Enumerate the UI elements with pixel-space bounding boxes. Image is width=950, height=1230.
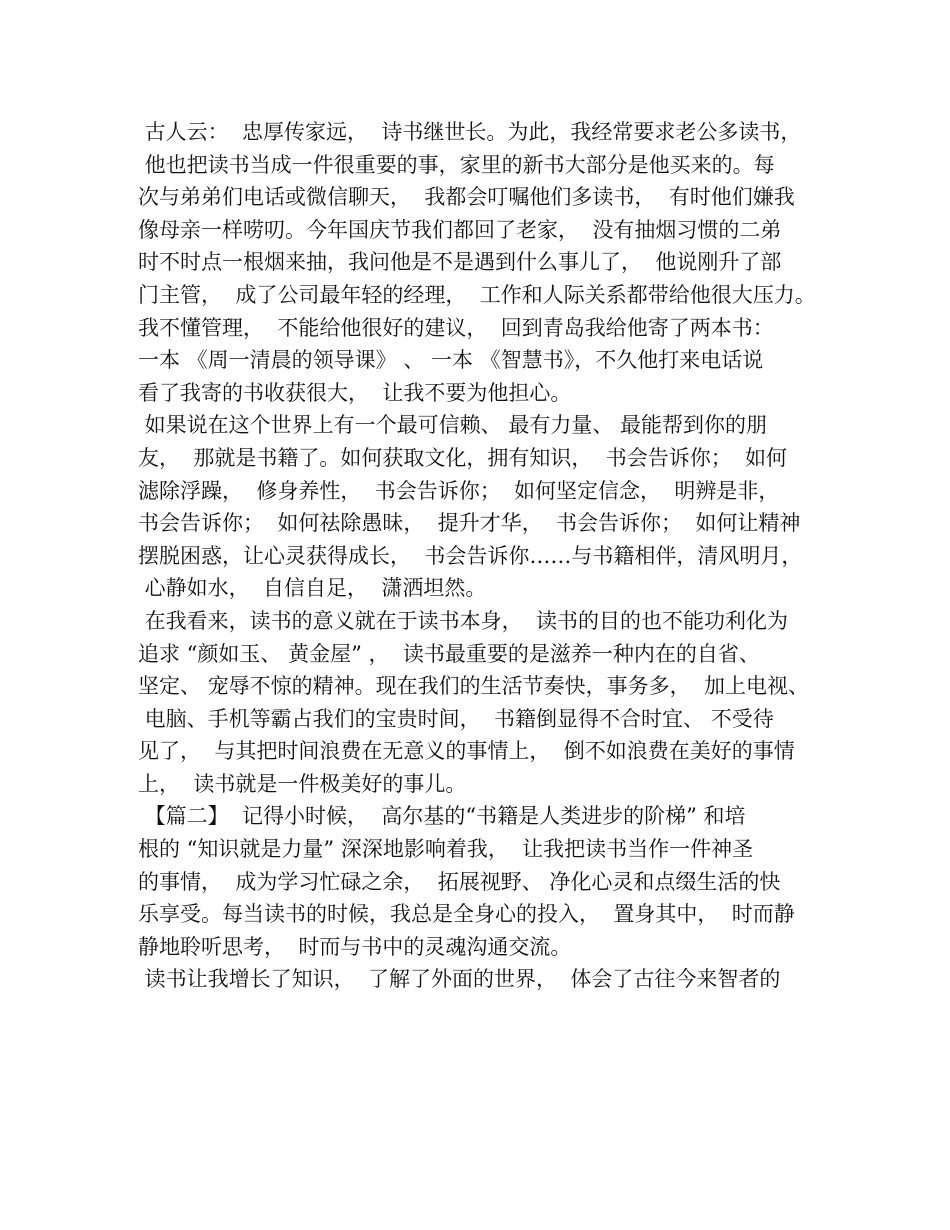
text-line: 坚定、 宠辱不惊的精神。现在我们的生活节奏快，事务多， 加上电视、 (138, 674, 810, 699)
text-line: 根的 “知识就是力量” 深深地影响着我， 让我把读书当作一件神圣 (138, 837, 754, 862)
body-text (138, 116, 838, 996)
text-line: 友， 那就是书籍了。如何获取文化，拥有知识， 书会告诉你； 如何 (138, 445, 788, 470)
text-line: 次与弟弟们电话或微信聊天， 我都会叮嘱他们多读书， 有时他们嫌我 (138, 185, 795, 210)
text-line: 心静如水， 自信自足， 潇洒坦然。 (138, 576, 487, 601)
text-line: 我不懂管理， 不能给他很好的建议， 回到青岛我给他寄了两本书： (138, 315, 774, 340)
text-line: 看了我寄的书收获很大， 让我不要为他担心。 (138, 380, 572, 405)
text-line: 时不时点一根烟来抽，我问他是不是遇到什么事儿了， 他说刚升了部 (138, 250, 782, 275)
text-line: 像母亲一样唠叨。今年国庆节我们都回了老家， 没有抽烟习惯的二弟 (138, 217, 782, 242)
text-line: 滤除浮躁， 修身养性， 书会告诉你； 如何坚定信念， 明辨是非， (138, 478, 780, 503)
text-line: 上， 读书就是一件极美好的事儿。 (138, 771, 467, 796)
text-line: 静地聆听思考， 时而与书中的灵魂沟通交流。 (138, 934, 572, 959)
text-line: 【篇二】 记得小时候， 高尔基的“书籍是人类进步的阶梯” 和培 (138, 804, 746, 829)
text-line: 书会告诉你； 如何祛除愚昧， 提升才华， 书会告诉你； 如何让精神 (138, 511, 801, 536)
text-line: 乐享受。每当读书的时候，我总是全身心的投入， 置身其中， 时而静 (138, 902, 795, 927)
text-line: 他也把读书当成一件很重要的事，家里的新书大部分是他买来的。每 (138, 152, 775, 177)
text-line: 如果说在这个世界上有一个最可信赖、 最有力量、 最能帮到你的朋 (138, 413, 768, 438)
text-line: 门主管， 成了公司最年轻的经理， 工作和人际关系都带给他很大压力。 (138, 282, 816, 307)
text-line: 的事情， 成为学习忙碌之余， 拓展视野、 净化心灵和点缀生活的快 (138, 869, 781, 894)
text-line: 古人云： 忠厚传家远， 诗书继世长。为此，我经常要求老公多读书， (138, 120, 802, 144)
text-line: 摆脱困惑，让心灵获得成长， 书会告诉你……与书籍相伴，清风明月， (138, 543, 803, 568)
text-line: 追求 “颜如玉、 黄金屋” ， 读书最重要的是滋养一种内在的自省、 (138, 641, 760, 666)
text-line: 一本 《周一清晨的领导课》 、 一本 《智慧书》，不久他打来电话说 (138, 348, 764, 373)
text-line: 读书让我增长了知识， 了解了外面的世界， 体会了古往今来智者的 (138, 967, 781, 992)
text-line: 在我看来，读书的意义就在于读书本身， 读书的目的也不能功利化为 (138, 608, 789, 633)
text-line: 电脑、手机等霸占我们的宝贵时间， 书籍倒显得不合时宜、 不受待 (138, 706, 774, 731)
text-line: 见了， 与其把时间浪费在无意义的事情上， 倒不如浪费在美好的事情 (138, 739, 795, 764)
